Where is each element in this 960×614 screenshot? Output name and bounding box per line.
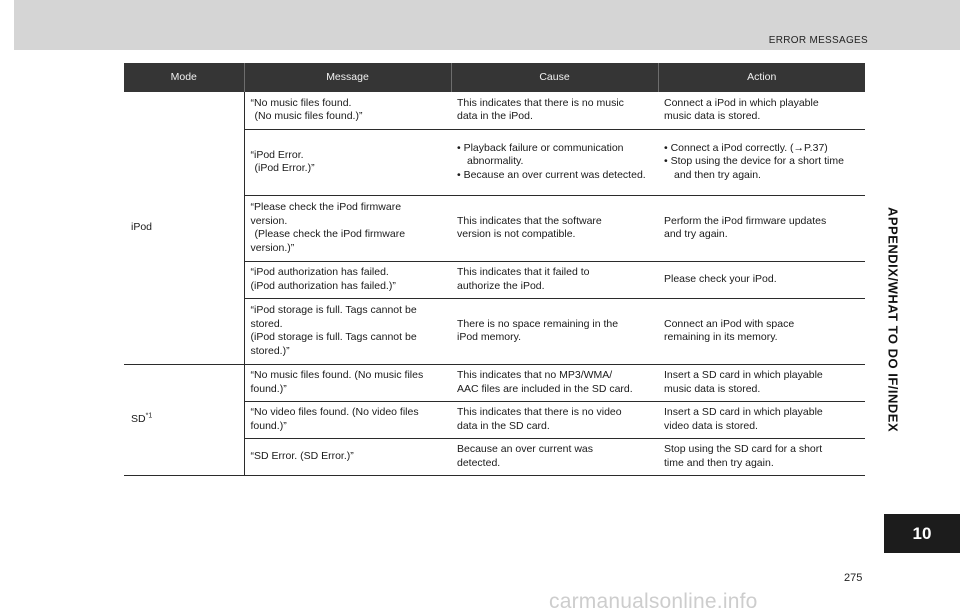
cause-cell: This indicates that no MP3/WMA/ AAC files are included in the SD card. — [451, 364, 658, 401]
message-cell: “iPod storage is full. Tags cannot be stored. (iPod storage is full. Tags cannot be stored.)” — [244, 298, 451, 364]
column-header-message: Message — [244, 63, 451, 92]
action-cell: Perform the iPod firmware updates and try again. — [658, 195, 865, 261]
message-cell: “iPod authorization has failed. (iPod authorization has failed.)” — [244, 261, 451, 298]
action-cell: Insert a SD card in which playable video data is stored. — [658, 401, 865, 438]
chapter-number-tab: 10 — [884, 514, 960, 553]
mode-cell-ipod: iPod — [124, 92, 244, 364]
column-header-action: Action — [658, 63, 865, 92]
action-cell: Connect an iPod with space remaining in its memory. — [658, 298, 865, 364]
chapter-side-label: APPENDIX/WHAT TO DO IF/INDEX — [885, 207, 901, 433]
error-messages-table — [124, 63, 865, 476]
watermark: carmanualsonline.info — [549, 590, 758, 613]
cause-cell: This indicates that there is no music data in the iPod. — [451, 92, 658, 129]
cause-cell: This indicates that the software version is not compatible. — [451, 195, 658, 261]
action-cell: • Connect a iPod correctly. (→P.37) • Stop using the device for a short time and then try again. — [658, 129, 865, 195]
action-cell: Insert a SD card in which playable music data is stored. — [658, 364, 865, 401]
footnote-marker: *1 — [145, 412, 153, 420]
message-cell: “No music files found. (No music files found.)” — [244, 364, 451, 401]
section-title: ERROR MESSAGES — [768, 35, 868, 46]
message-cell: “Please check the iPod firmware version. (Please check the iPod firmware version.)” — [244, 195, 451, 261]
message-cell: “No video files found. (No video files found.)” — [244, 401, 451, 438]
table-header-row — [124, 63, 865, 92]
cause-cell: • Playback failure or communication abnormality. • Because an over current was detected. — [451, 129, 658, 195]
column-header-mode: Mode — [124, 63, 244, 92]
action-cell: Stop using the SD card for a short time and then try again. — [658, 438, 865, 475]
cause-cell: Because an over current was detected. — [451, 438, 658, 475]
mode-cell-sd: SD$^{*1}$ — [124, 364, 244, 475]
action-cell: Connect a iPod in which playable music data is stored. — [658, 92, 865, 129]
column-header-cause: Cause — [451, 63, 658, 92]
message-cell: “No music files found. (No music files found.)” — [244, 92, 451, 129]
message-cell: “iPod Error. (iPod Error.)” — [244, 129, 451, 195]
page-number: 275 — [844, 572, 863, 584]
action-cell: Please check your iPod. — [658, 261, 865, 298]
message-cell: “SD Error. (SD Error.)” — [244, 438, 451, 475]
cause-cell: This indicates that it failed to authorize the iPod. — [451, 261, 658, 298]
cause-cell: This indicates that there is no video data in the SD card. — [451, 401, 658, 438]
table-row — [124, 364, 865, 401]
cause-cell: There is no space remaining in the iPod memory. — [451, 298, 658, 364]
table-row — [124, 92, 865, 129]
